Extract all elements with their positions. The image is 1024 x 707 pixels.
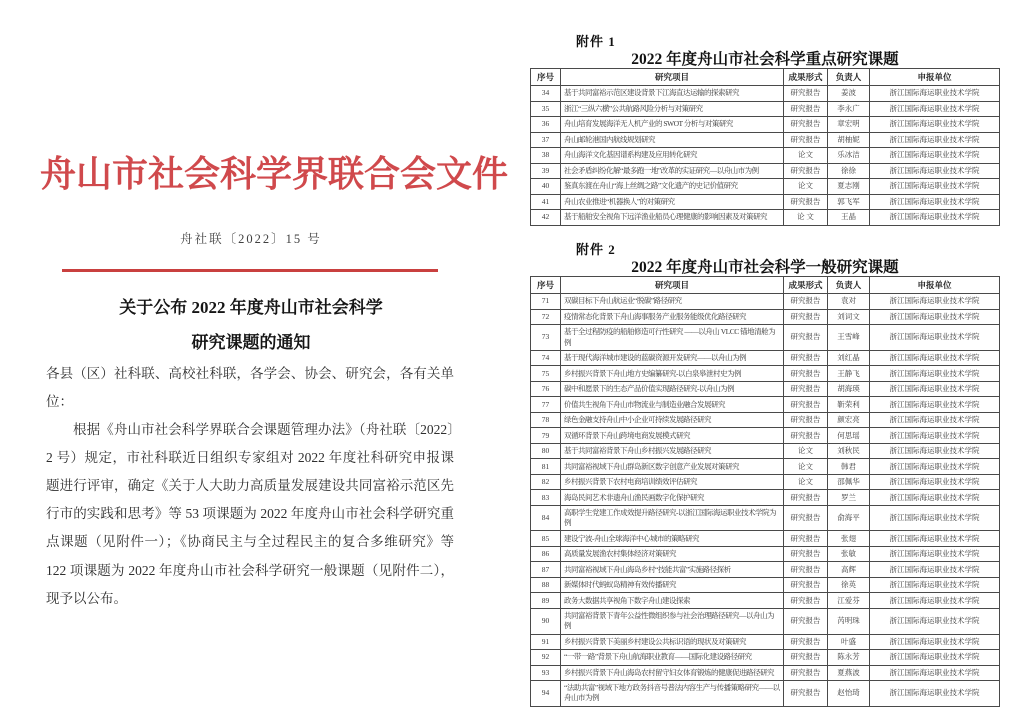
table-cell: 82 [531,474,561,490]
table-row [531,86,1000,102]
attachment1-table [530,68,1000,226]
table-cell: 刘红晶 [828,350,870,366]
table-cell: 论文 [784,459,828,475]
table-row [531,650,1000,666]
table-cell: 浙江国际海运职业技术学院 [870,490,1000,506]
table-cell: 基于共同富裕背景下舟山乡村振兴发展路径研究 [561,443,784,459]
table-cell: 研究报告 [784,101,828,117]
table-cell: 研究报告 [784,608,828,634]
table-cell: 乡村振兴背景下舟山地方史编纂研究-以白泉皋泄村史为例 [561,366,784,382]
attachment2-label: 附件 2 [576,242,616,257]
table-row [531,505,1000,531]
table-cell: 84 [531,505,561,531]
table-cell: 王晶 [828,210,870,226]
document-body [46,360,454,613]
column-header: 申报单位 [870,69,1000,86]
table-cell: 研究报告 [784,650,828,666]
table-cell: 袁对 [828,294,870,310]
table-cell: 陈永芳 [828,650,870,666]
table-cell: 海岛民间艺术非遗舟山渔民画数字化保护研究 [561,490,784,506]
column-header: 序号 [531,277,561,294]
table-row [531,309,1000,325]
column-header: 成果形式 [784,277,828,294]
table-cell: 乡村振兴背景下美丽乡村建设公共标识语的现状及对策研究 [561,634,784,650]
table-cell: 新媒体时代蚂蚁岛精神有效传播研究 [561,577,784,593]
table-cell: 高辉 [828,562,870,578]
column-header: 研究项目 [561,277,784,294]
table-row [531,350,1000,366]
table-header-row [531,69,1000,86]
table-row [531,148,1000,164]
table-cell: 浙江国际海运职业技术学院 [870,325,1000,351]
table-cell: 88 [531,577,561,593]
table-cell: 浙江国际海运职业技术学院 [870,309,1000,325]
table-cell: 浙江国际海运职业技术学院 [870,294,1000,310]
table-cell: 71 [531,294,561,310]
attachment1-label: 附件 1 [576,34,616,49]
table-row [531,294,1000,310]
table-cell: 浙江国际海运职业技术学院 [870,132,1000,148]
table-cell: 颜宏亮 [828,412,870,428]
table-cell: 浙江国际海运职业技术学院 [870,608,1000,634]
table-row [531,366,1000,382]
table-row [531,608,1000,634]
table-cell: 37 [531,132,561,148]
table-cell: 江爱芬 [828,593,870,609]
table-cell: 叶盛 [828,634,870,650]
table-cell: 研究报告 [784,294,828,310]
table-cell: 研究报告 [784,428,828,444]
table-cell: 共同富裕视域下舟山海岛乡村“技能共富”实施路径探析 [561,562,784,578]
table-row [531,132,1000,148]
table-cell: 靳荣利 [828,397,870,413]
attachment2-title: 2022 年度舟山市社会科学一般研究课题 [631,259,899,276]
table-cell: 研究报告 [784,412,828,428]
table-cell: 价值共生视角下舟山市物流业与制造业融合发展研究 [561,397,784,413]
table-cell: 双碳目标下舟山航运业“脱碳”路径研究 [561,294,784,310]
table-cell: 胡海瑛 [828,381,870,397]
table-cell: 38 [531,148,561,164]
table-cell: 39 [531,163,561,179]
table-cell: 83 [531,490,561,506]
table-cell: 建设宁波-舟山全球海洋中心城市的策略研究 [561,531,784,547]
table-cell: 芮明珠 [828,608,870,634]
table-cell: 浙江国际海运职业技术学院 [870,210,1000,226]
table-cell: 罗兰 [828,490,870,506]
table-cell: 研究报告 [784,546,828,562]
table-cell: 78 [531,412,561,428]
table-cell: 77 [531,397,561,413]
table-cell: 研究报告 [784,681,828,707]
table-cell: 浙江国际海运职业技术学院 [870,562,1000,578]
table-cell: 浙江国际海运职业技术学院 [870,397,1000,413]
table-cell: 75 [531,366,561,382]
table-cell: 浙江国际海运职业技术学院 [870,350,1000,366]
red-divider-line [62,269,438,272]
table-cell: 王雪峰 [828,325,870,351]
table-cell: 研究报告 [784,163,828,179]
table-cell: 李永广 [828,101,870,117]
table-cell: 研究报告 [784,366,828,382]
table-cell: 浙江国际海运职业技术学院 [870,381,1000,397]
column-header: 负责人 [828,69,870,86]
table-cell: 86 [531,546,561,562]
table-row [531,381,1000,397]
table-row [531,117,1000,133]
table-cell: 浙江国际海运职业技术学院 [870,505,1000,531]
table-cell: 研究报告 [784,117,828,133]
table-cell: 研究报告 [784,194,828,210]
table-header-row [531,277,1000,294]
attachment2-table [530,276,1000,707]
table-cell: 研究报告 [784,309,828,325]
table-row [531,163,1000,179]
column-header: 成果形式 [784,69,828,86]
table-cell: 双循环背景下舟山跨境电商发展模式研究 [561,428,784,444]
table-cell: 论 文 [784,210,828,226]
table-cell: 浙江国际海运职业技术学院 [870,194,1000,210]
notice-title [40,291,462,361]
table-row [531,665,1000,681]
table-cell: 徐英 [828,577,870,593]
table-row [531,428,1000,444]
document-number: 舟社联〔2022〕15 号 [180,232,322,246]
table-cell: 舟山邮轮港国内航线规划研究 [561,132,784,148]
table-cell: 浙江国际海运职业技术学院 [870,650,1000,666]
table-cell: 郭飞军 [828,194,870,210]
table-cell: 论文 [784,179,828,195]
table-cell: 基于全过程防疫的船舶修造可行性研究 ——以舟山 VLCC 锚地清舱为例 [561,325,784,351]
table-cell: 舟山培育发展海洋无人机产业的 SWOT 分析与对策研究 [561,117,784,133]
table-cell: 81 [531,459,561,475]
table-cell: 夏志刚 [828,179,870,195]
table-row [531,562,1000,578]
table-cell: 章宏明 [828,117,870,133]
table-cell: 绿色金融支持舟山中小企业可持续发展路径研究 [561,412,784,428]
table-cell: 85 [531,531,561,547]
table-cell: 研究报告 [784,577,828,593]
table-cell: 疫情常态化背景下舟山海事服务产业服务能级优化路径研究 [561,309,784,325]
table-cell: 乐冰洁 [828,148,870,164]
official-document-page [40,0,509,682]
table-cell: 35 [531,101,561,117]
table-cell: 87 [531,562,561,578]
table-cell: 何思瑶 [828,428,870,444]
table-cell: 胡柚妮 [828,132,870,148]
table-cell: 研究报告 [784,531,828,547]
table-cell: 论文 [784,474,828,490]
table-cell: 高质量发展渔农村集体经济对策研究 [561,546,784,562]
table-cell: 徐徐 [828,163,870,179]
table-row [531,459,1000,475]
table-cell: 91 [531,634,561,650]
table-cell: 76 [531,381,561,397]
table-cell: 共同富裕背景下青年公益性微组织参与社会治理路径研究—以舟山为例 [561,608,784,634]
table-cell: 碳中和愿景下的生态产品价值实现路径研究-以舟山为例 [561,381,784,397]
table-cell: 浙江国际海运职业技术学院 [870,665,1000,681]
table-cell: 浙江国际海运职业技术学院 [870,546,1000,562]
table-cell: 研究报告 [784,132,828,148]
table-row [531,443,1000,459]
table-cell: 72 [531,309,561,325]
table-cell: 浙江国际海运职业技术学院 [870,428,1000,444]
table-cell: 浙江国际海运职业技术学院 [870,443,1000,459]
table-cell: 赵怡琦 [828,681,870,707]
notice-title-line2: 研究课题的通知 [191,332,311,352]
table-cell: 鉴真东渡在舟山“海上丝绸之路”文化遗产的史记价值研究 [561,179,784,195]
table-cell: 74 [531,350,561,366]
table-cell: 刘词文 [828,309,870,325]
table-cell: 浙江国际海运职业技术学院 [870,531,1000,547]
table-cell: 浙江国际海运职业技术学院 [870,86,1000,102]
table-row [531,474,1000,490]
table-cell: 研究报告 [784,86,828,102]
table-cell: 共同富裕视域下舟山群岛新区数字创意产业发展对策研究 [561,459,784,475]
table-cell: 浙江国际海运职业技术学院 [870,412,1000,428]
attachments-panel [530,0,1000,703]
table-cell: 浙江国际海运职业技术学院 [870,474,1000,490]
attachment1-title: 2022 年度舟山市社会科学重点研究课题 [631,51,899,68]
table-cell: 浙江国际海运职业技术学院 [870,117,1000,133]
table-cell: 41 [531,194,561,210]
table-cell: 基于船舶安全视角下远洋渔业船员心理健康的影响因素及对策研究 [561,210,784,226]
table-cell: 研究报告 [784,325,828,351]
table-cell: 79 [531,428,561,444]
table-cell: 浙江国际海运职业技术学院 [870,101,1000,117]
table-cell: 94 [531,681,561,707]
table-cell: 研究报告 [784,505,828,531]
table-cell: 浙江国际海运职业技术学院 [870,163,1000,179]
table-cell: 研究报告 [784,593,828,609]
table-cell: 论文 [784,148,828,164]
table-cell: 浙江国际海运职业技术学院 [870,593,1000,609]
table-row [531,577,1000,593]
table-cell: 乡村振兴背景下农村电商培训绩效评估研究 [561,474,784,490]
table-cell: “法助共富”视域下地方政务抖音号普法内容生产与传播策略研究——以舟山市为例 [561,681,784,707]
table-cell: 夏燕波 [828,665,870,681]
table-row [531,397,1000,413]
table-cell: 93 [531,665,561,681]
column-header: 负责人 [828,277,870,294]
table-row [531,325,1000,351]
table-cell: 高职学生党建工作成效提升路径研究-以浙江国际海运职业技术学院为例 [561,505,784,531]
column-header: 申报单位 [870,277,1000,294]
table-cell: 73 [531,325,561,351]
table-cell: 浙江国际海运职业技术学院 [870,459,1000,475]
table-cell: 42 [531,210,561,226]
table-cell: 浙江“三纵六横”公共航路风险分析与对策研究 [561,101,784,117]
table-cell: 舟山海洋文化基因谱系构建及应用转化研究 [561,148,784,164]
table-cell: 张敏 [828,546,870,562]
table-cell: 40 [531,179,561,195]
table-cell: 研究报告 [784,397,828,413]
table-cell: 俞海平 [828,505,870,531]
table-row [531,412,1000,428]
table-cell: 研究报告 [784,665,828,681]
table-cell: 韩君 [828,459,870,475]
table-cell: 邵佩华 [828,474,870,490]
table-row [531,531,1000,547]
table-row [531,101,1000,117]
table-cell: 浙江国际海运职业技术学院 [870,179,1000,195]
table-cell: 政务大数据共享视角下数字舟山建设探索 [561,593,784,609]
document-red-banner-title: 舟山市社会科学界联合会文件 [40,154,509,194]
table-row [531,210,1000,226]
notice-title-line1: 关于公布 2022 年度舟山市社会科学 [119,298,383,317]
table-row [531,593,1000,609]
table-cell: 92 [531,650,561,666]
table-cell: 80 [531,443,561,459]
body-paragraph: 根据《舟山市社会科学界联合会课题管理办法》（舟社联〔2022〕2 号）规定，市社科联近日组织专家组对 2022 年度社科研究申报课题进行评审，确定《关于人大助力高质量发展建设共同富裕示范区先行市的实践和思考》等 53 项课题为 2022 年度舟山市社会科学研究重点课题（见附件一）；《协商民主与全过程民主的复合多维研究》等 122 项课题为 2022 年度舟山市社会科学研究一般课题（见附件二），现予以公布。 [46,422,454,606]
table-row [531,194,1000,210]
table-cell: 刘秋民 [828,443,870,459]
table-cell: 研究报告 [784,634,828,650]
table-cell: 34 [531,86,561,102]
table-cell: 社会矛盾纠纷化解“最多跑一地”改革的实证研究—以舟山市为例 [561,163,784,179]
salutation: 各县（区）社科联、高校社科联，各学会、协会、研究会，各有关单位： [46,366,454,410]
table-row [531,179,1000,195]
table-cell: 王静飞 [828,366,870,382]
table-cell: 基于共同富裕示范区建设背景下江海直达运输的探索研究 [561,86,784,102]
table-cell: 36 [531,117,561,133]
table-cell: 基于现代海洋城市建设的蓝碳资源开发研究——以舟山为例 [561,350,784,366]
table-cell: 研究报告 [784,490,828,506]
table-cell: 研究报告 [784,381,828,397]
table-row [531,681,1000,707]
table-cell: “一带一路”背景下舟山航海职业教育——国际化建设路径研究 [561,650,784,666]
table-cell: 浙江国际海运职业技术学院 [870,681,1000,707]
column-header: 序号 [531,69,561,86]
table-cell: 论文 [784,443,828,459]
table-cell: 89 [531,593,561,609]
table-cell: 姜波 [828,86,870,102]
table-row [531,546,1000,562]
table-cell: 舟山农业推进“机器换人”的对策研究 [561,194,784,210]
table-cell: 浙江国际海运职业技术学院 [870,148,1000,164]
table-row [531,634,1000,650]
table-cell: 研究报告 [784,350,828,366]
table-row [531,490,1000,506]
table-cell: 研究报告 [784,562,828,578]
table-cell: 浙江国际海运职业技术学院 [870,577,1000,593]
column-header: 研究项目 [561,69,784,86]
table-cell: 浙江国际海运职业技术学院 [870,366,1000,382]
table-cell: 张翅 [828,531,870,547]
table-cell: 乡村振兴背景下舟山海岛农村留守妇女体育锻炼的健康促进路径研究 [561,665,784,681]
table-cell: 90 [531,608,561,634]
table-cell: 浙江国际海运职业技术学院 [870,634,1000,650]
